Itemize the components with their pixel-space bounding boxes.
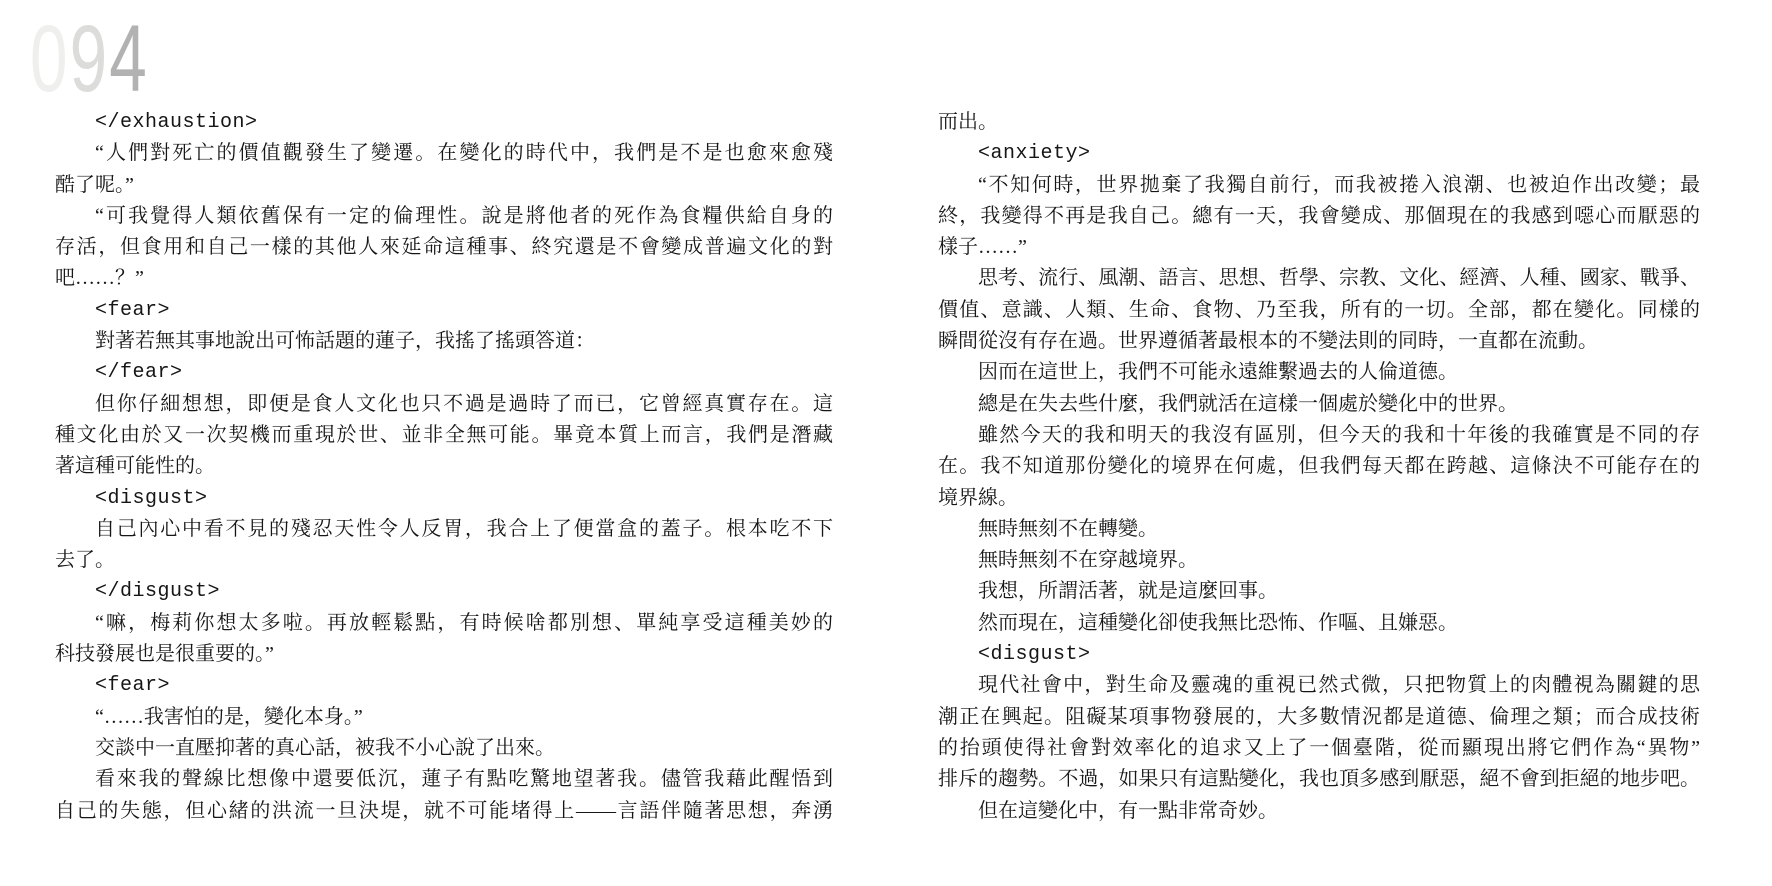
text-line: “嘛，梅莉你想太多啦。再放輕鬆點，有時候啥都別想、單純享受這種美妙的 [95, 611, 833, 634]
text-line: “可我覺得人類依舊保有一定的倫理性。說是將他者的死作為食糧供給自身的 [95, 204, 833, 227]
text-line: 樣子……” [938, 236, 1027, 259]
emotion-tag-line: <fear> [95, 674, 171, 698]
text-line: 但在這變化中，有一點非常奇妙。 [978, 799, 1278, 822]
emotion-tag-line: </disgust> [95, 580, 221, 604]
text-line: 因而在這世上，我們不可能永遠維繫過去的人倫道德。 [978, 361, 1458, 384]
text-line: 排斥的趨勢。不過，如果只有這點變化，我也頂多感到厭惡，絕不會到拒絕的地步吧。 [938, 768, 1700, 791]
text-line: 價值、意識、人類、生命、食物、乃至我，所有的一切。全部，都在變化。同樣的 [938, 298, 1700, 321]
text-line: “……我害怕的是，變化本身。” [95, 705, 363, 728]
text-line: 現代社會中，對生命及靈魂的重視已然式微，只把物質上的肉體視為關鍵的思 [978, 674, 1700, 697]
text-line: 在。我不知道那份變化的境界在何處，但我們每天都在跨越、這條決不可能存在的 [938, 455, 1700, 478]
text-line: 自己內心中看不見的殘忍天性令人反胃，我合上了便當盒的蓋子。根本吃不下 [95, 517, 833, 540]
right-page [938, 107, 1700, 827]
text-line: 存活，但食用和自己一樣的其他人來延命這種事、終究還是不會變成普遍文化的對 [55, 236, 833, 259]
text-line: 無時無刻不在穿越境界。 [978, 549, 1198, 572]
text-line: 酷了呢。” [55, 173, 134, 196]
emotion-tag-line: <anxiety> [978, 142, 1091, 166]
text-line: 潮正在興起。阻礙某項事物發展的，大多數情況都是道德、倫理之類；而合成技術 [938, 705, 1700, 728]
text-line: 然而現在，這種變化卻使我無比恐怖、作嘔、且嫌惡。 [978, 611, 1458, 634]
text-line: 但你仔細想想，即便是食人文化也只不過是過時了而已，它曾經真實存在。這 [95, 392, 833, 415]
text-line: 終，我變得不再是我自己。總有一天，我會變成、那個現在的我感到噁心而厭惡的 [938, 204, 1700, 227]
text-line: 自己的失態，但心緒的洪流一旦決堤，就不可能堵得上——言語伴隨著思想，奔湧 [55, 799, 833, 822]
text-line: 雖然今天的我和明天的我沒有區別，但今天的我和十年後的我確實是不同的存 [978, 423, 1700, 446]
text-line: 著這種可能性的。 [55, 455, 215, 478]
text-line: 吧……？” [55, 267, 144, 290]
left-page [55, 107, 833, 827]
text-line: 境界線。 [938, 486, 1018, 509]
page-number [30, 6, 149, 112]
text-line: 而出。 [938, 111, 998, 133]
text-line: 思考、流行、風潮、語言、思想、哲學、宗教、文化、經濟、人種、國家、戰爭、 [978, 267, 1700, 290]
text-line: 種文化由於又一次契機而重現於世、並非全無可能。畢竟本質上而言，我們是潛藏 [55, 423, 833, 446]
text-line: 瞬間從沒有存在過。世界遵循著最根本的不變法則的同時，一直都在流動。 [938, 330, 1598, 353]
emotion-tag-line: <disgust> [978, 643, 1091, 667]
emotion-tag-line: </exhaustion> [95, 111, 258, 134]
text-line: 無時無刻不在轉變。 [978, 517, 1158, 540]
emotion-tag-line: </fear> [95, 361, 183, 385]
page-number-digit: 9 [69, 6, 110, 112]
text-line: 對著若無其事地說出可怖話題的蓮子，我搖了搖頭答道： [95, 330, 595, 353]
text-line: 我想，所謂活著，就是這麼回事。 [978, 580, 1278, 603]
text-line: “人們對死亡的價值觀發生了變遷。在變化的時代中，我們是不是也愈來愈殘 [95, 142, 833, 165]
page-number-digit: 0 [30, 6, 70, 112]
text-line: 看來我的聲線比想像中還要低沉，蓮子有點吃驚地望著我。儘管我藉此醒悟到 [95, 768, 833, 791]
page-number-digit: 4 [109, 6, 149, 112]
text-line: 總是在失去些什麼，我們就活在這樣一個處於變化中的世界。 [978, 392, 1518, 415]
text-line: “不知何時，世界拋棄了我獨自前行，而我被捲入浪潮、也被迫作出改變；最 [978, 173, 1700, 196]
emotion-tag-line: <fear> [95, 298, 171, 322]
text-line: 科技發展也是很重要的。” [55, 643, 274, 666]
emotion-tag-line: <disgust> [95, 486, 208, 510]
text-line: 交談中一直壓抑著的真心話，被我不小心說了出來。 [95, 736, 555, 759]
text-line: 去了。 [55, 549, 115, 572]
text-line: 的抬頭使得社會對效率化的追求又上了一個臺階，從而顯現出將它們作為“異物” [938, 736, 1700, 759]
